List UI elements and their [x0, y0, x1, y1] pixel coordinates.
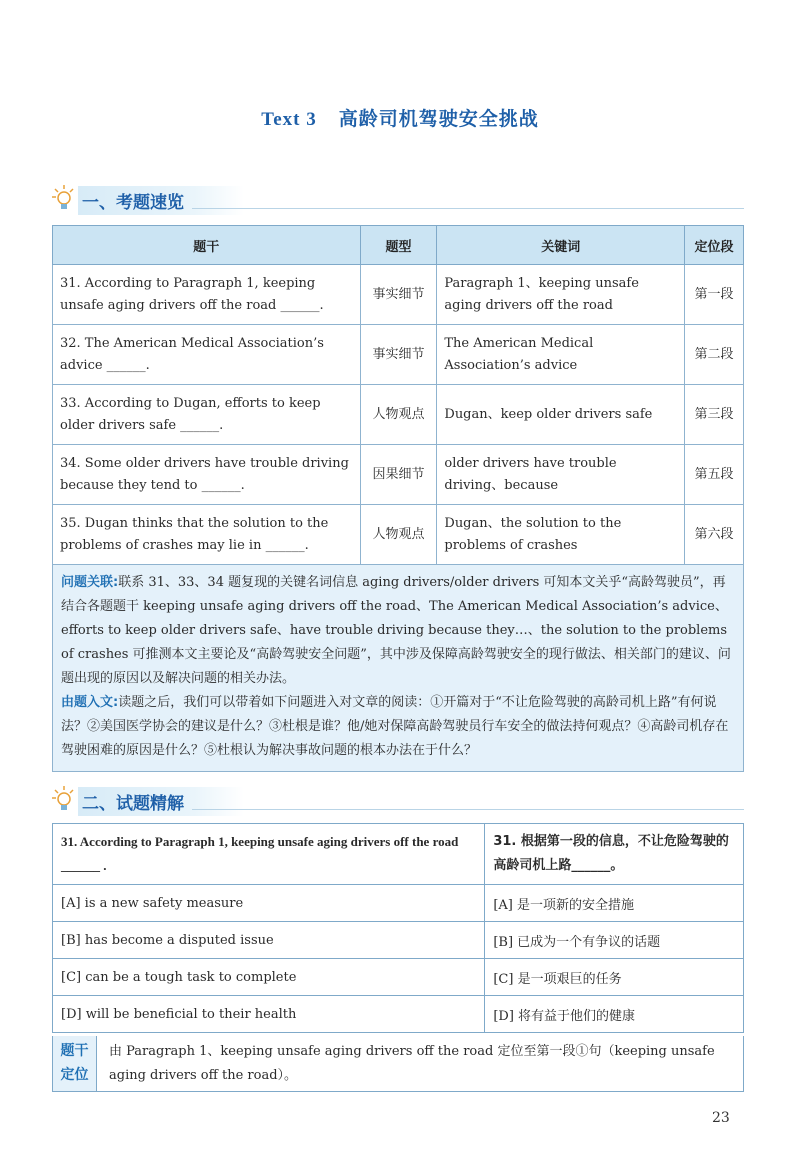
option-row — [53, 996, 744, 1033]
question-link-tag: 问题关联: — [61, 575, 119, 590]
page-number: 23 — [712, 1110, 730, 1126]
question-stem-en: 31. According to Paragraph 1, keeping unsafe aging drivers off the road ______ . — [53, 824, 485, 885]
question-type: 人物观点 — [360, 505, 437, 565]
question-keywords: Dugan、the solution to the problems of crashes — [437, 505, 685, 565]
stem-locate-box — [52, 1036, 744, 1092]
option-a-zh: [A] 是一项新的安全措施 — [485, 885, 744, 922]
question-paragraph: 第一段 — [685, 265, 744, 325]
table-row — [53, 265, 744, 325]
question-type: 事实细节 — [360, 265, 437, 325]
stem-locate-text: 由 Paragraph 1、keeping unsafe aging drivers off the road 定位至第一段①句（keeping unsafe aging drivers off the road）。 — [109, 1044, 715, 1083]
header-paragraph: 定位段 — [685, 226, 744, 265]
table-row — [53, 824, 744, 885]
question-stem: 33. According to Dugan, efforts to keep older drivers safe ______. — [53, 385, 361, 445]
option-row — [53, 922, 744, 959]
option-row — [53, 959, 744, 996]
question-keywords: Dugan、keep older drivers safe — [437, 385, 685, 445]
table-row — [53, 445, 744, 505]
section-analysis-label: 二、试题精解 — [78, 787, 244, 816]
lightbulb-icon — [52, 785, 76, 813]
option-c-en: [C] can be a tough task to complete — [53, 959, 485, 996]
header-type: 题型 — [360, 226, 437, 265]
question-paragraph: 第六段 — [685, 505, 744, 565]
section-analysis-header — [52, 785, 744, 815]
question-link-text: 联系 31、33、34 题复现的关键名词信息 aging drivers/older drivers 可知本文关乎“高龄驾驶员”，再结合各题题干 keeping unsafe aging drivers off the road、The American Medical Association’s advice、efforts to keep older drivers safe、have trouble driving because they…、the solution to the problems of crashes 可推测本文主要论及“高龄驾驶安全问题”，其中涉及保障高龄驾驶安全的现行做法、相关部门的建议、问题出现的原因以及解决问题的相关办法。 — [61, 575, 731, 686]
page-title — [0, 104, 800, 131]
table-row — [53, 385, 744, 445]
question-table — [52, 823, 744, 1033]
question-paragraph: 第三段 — [685, 385, 744, 445]
question-type: 事实细节 — [360, 325, 437, 385]
question-keywords: The American Medical Association’s advice — [437, 325, 685, 385]
question-stem: 34. Some older drivers have trouble driving because they tend to ______. — [53, 445, 361, 505]
analysis-notes — [52, 565, 744, 772]
question-stem-zh: 31. 根据第一段的信息，不让危险驾驶的高龄司机上路______。 — [485, 824, 744, 885]
question-type: 因果细节 — [360, 445, 437, 505]
option-b-en: [B] has become a disputed issue — [53, 922, 485, 959]
option-a-en: [A] is a new safety measure — [53, 885, 485, 922]
section-overview-header — [52, 184, 744, 214]
question-keywords: older drivers have trouble driving、because — [437, 445, 685, 505]
table-row — [53, 325, 744, 385]
stem-locate-tag — [53, 1036, 97, 1091]
question-type: 人物观点 — [360, 385, 437, 445]
option-d-en: [D] will be beneficial to their health — [53, 996, 485, 1033]
question-paragraph: 第二段 — [685, 325, 744, 385]
header-stem: 题干 — [53, 226, 361, 265]
option-d-zh: [D] 将有益于他们的健康 — [485, 996, 744, 1033]
lightbulb-icon — [52, 184, 76, 212]
option-b-zh: [B] 已成为一个有争议的话题 — [485, 922, 744, 959]
header-keywords: 关键词 — [437, 226, 685, 265]
locate-tag-line2: 定位 — [60, 1067, 89, 1083]
entry-text: 读题之后，我们可以带着如下问题进入对文章的阅读：①开篇对于“不让危险驾驶的高龄司机上路”有何说法？②美国医学协会的建议是什么？③杜根是谁？他/她对保障高龄驾驶员行车安全的做法持何观点？④高龄司机存在驾驶困难的原因是什么？⑤杜根认为解决事故问题的根本办法在于什么？ — [61, 695, 729, 758]
question-keywords: Paragraph 1、keeping unsafe aging drivers off the road — [437, 265, 685, 325]
question-stem: 35. Dugan thinks that the solution to the problems of crashes may lie in ______. — [53, 505, 361, 565]
title-chinese: 高龄司机驾驶安全挑战 — [338, 108, 539, 130]
table-row — [53, 505, 744, 565]
question-stem: 31. According to Paragraph 1, keeping unsafe aging drivers off the road ______. — [53, 265, 361, 325]
section-overview-label: 一、考题速览 — [78, 186, 244, 215]
overview-table — [52, 225, 744, 565]
title-english: Text 3 — [261, 109, 317, 130]
question-stem: 32. The American Medical Association’s advice ______. — [53, 325, 361, 385]
locate-tag-line1: 题干 — [60, 1043, 89, 1059]
option-c-zh: [C] 是一项艰巨的任务 — [485, 959, 744, 996]
question-paragraph: 第五段 — [685, 445, 744, 505]
entry-tag: 由题入文: — [61, 695, 119, 710]
option-row — [53, 885, 744, 922]
